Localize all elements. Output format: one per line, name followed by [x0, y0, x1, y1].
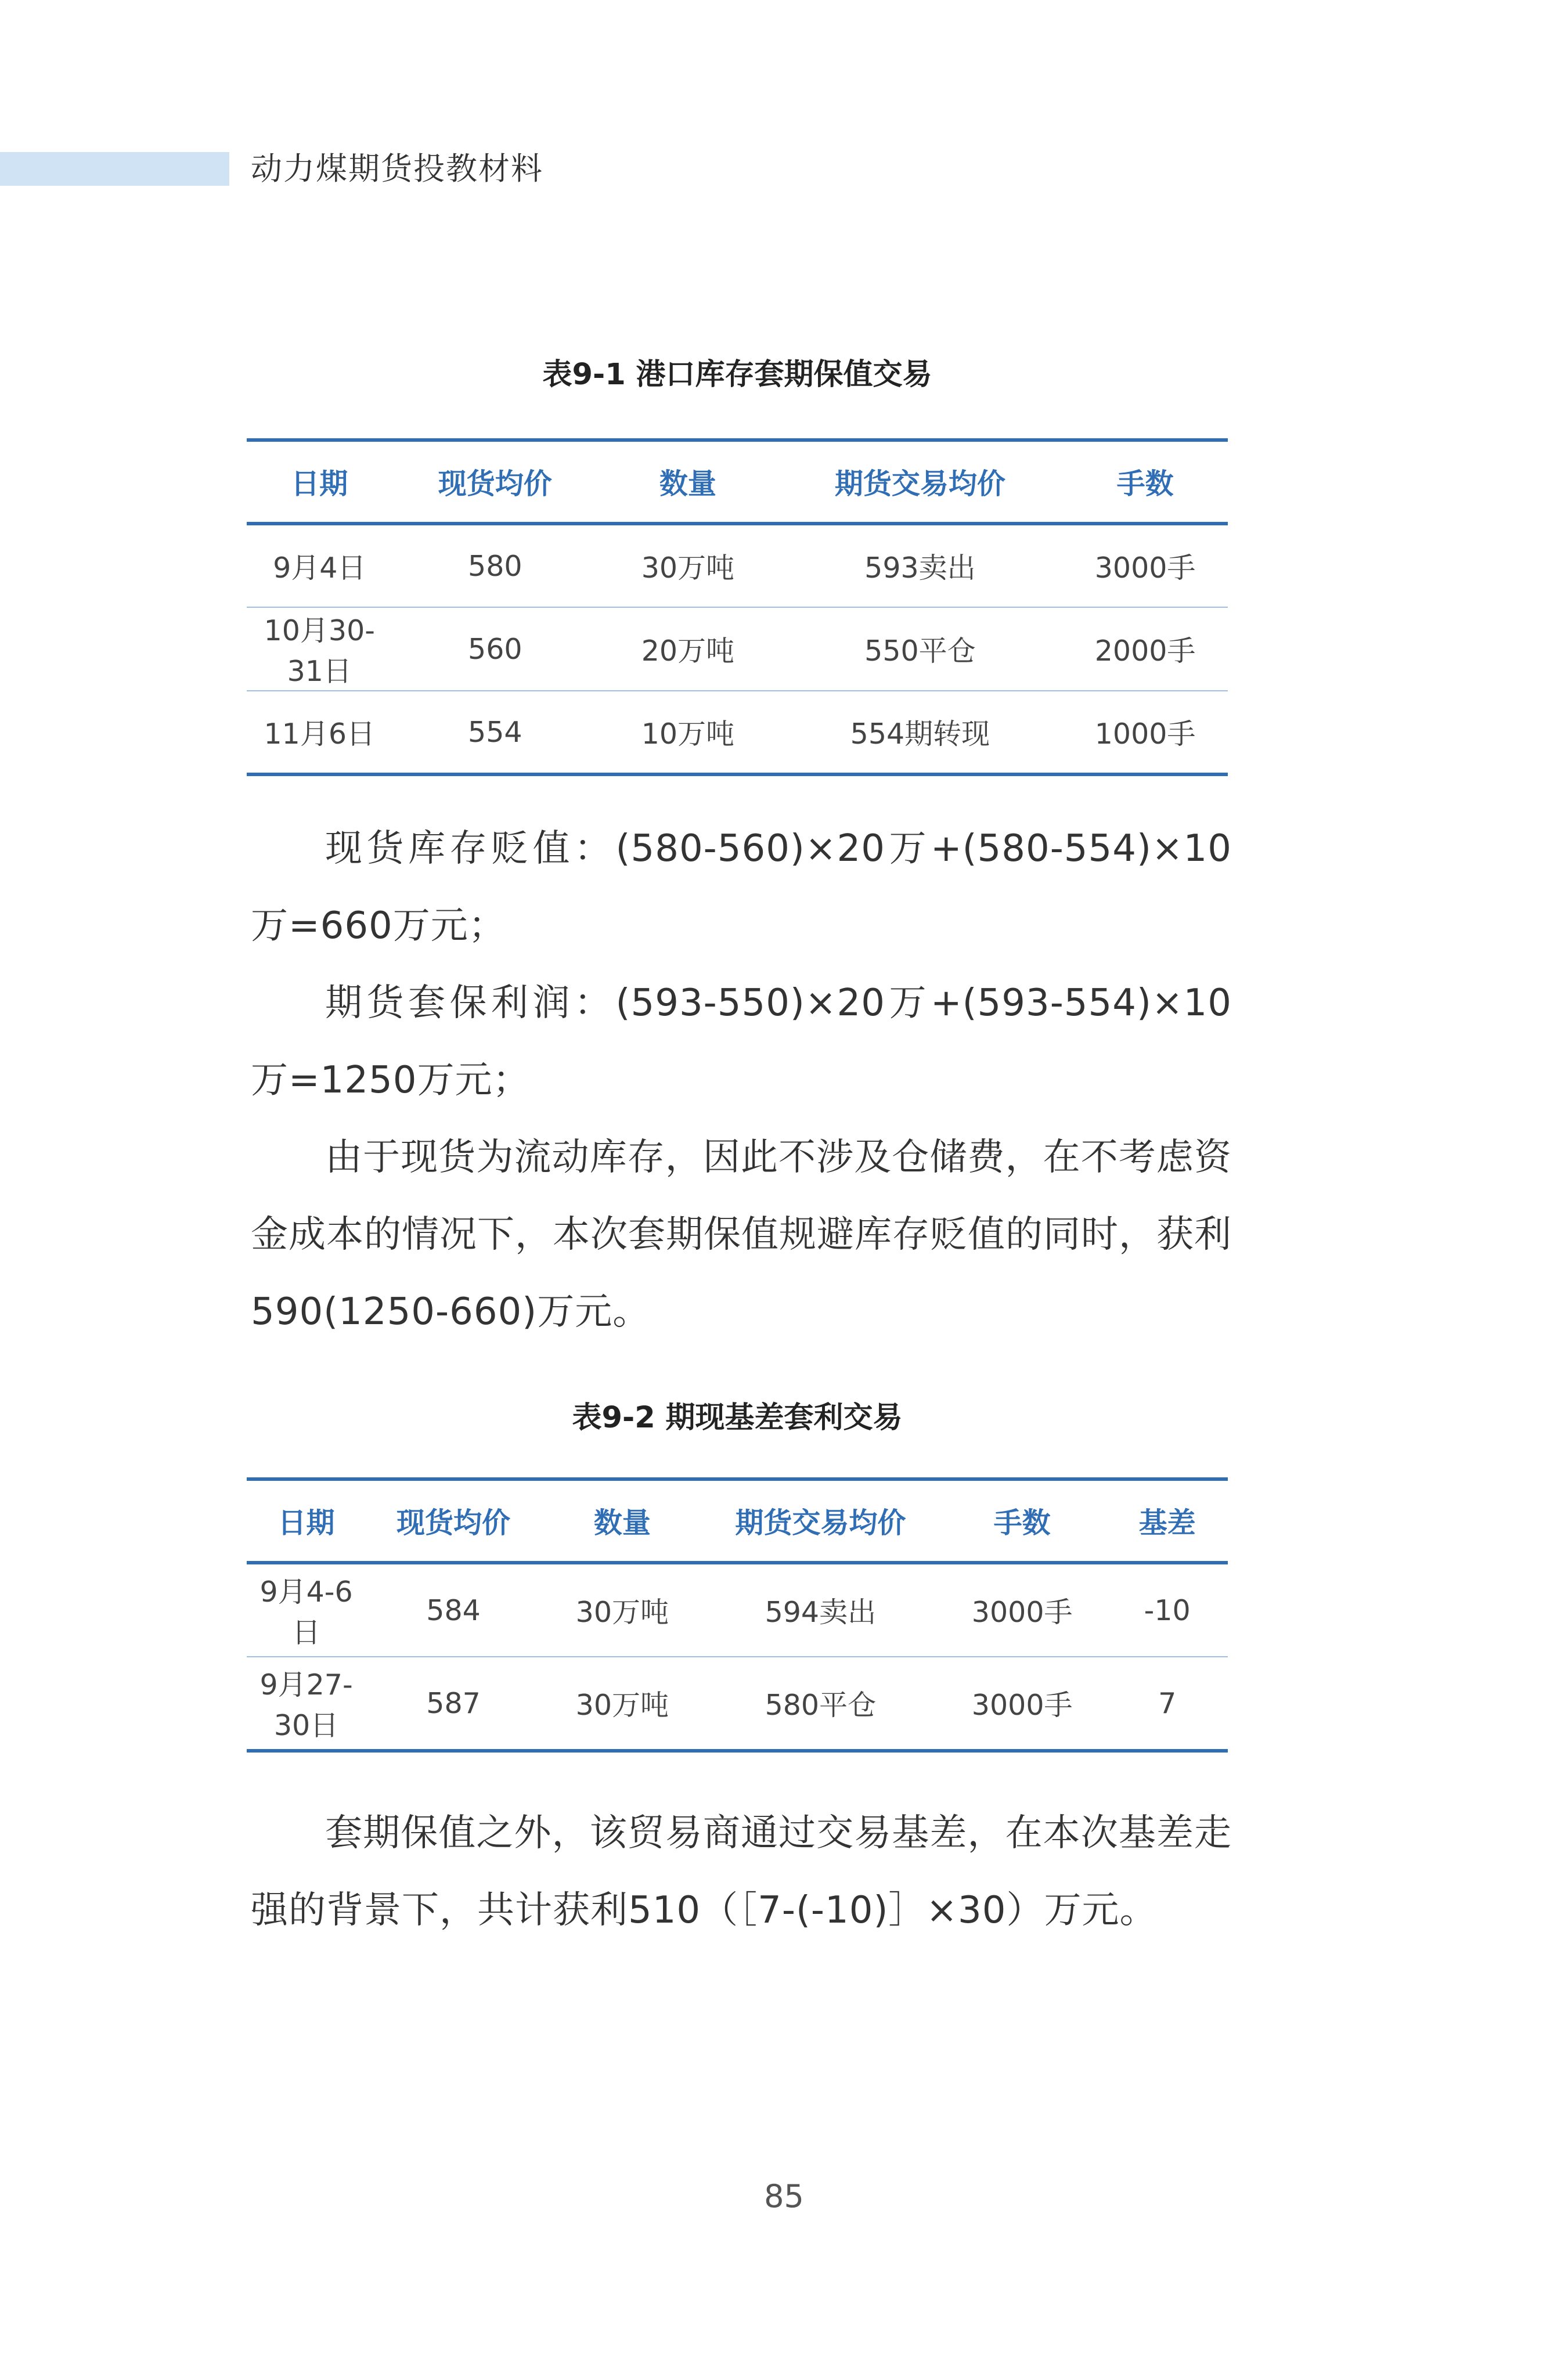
column-header-quantity: 数量: [541, 1479, 704, 1563]
table-cell: 3000手: [938, 1657, 1106, 1751]
table-port-inventory-hedging: [247, 438, 1228, 776]
paragraph-spot-depreciation: 现货库存贬值：(580-560)×20万+(580-554)×10万=660万元；: [251, 827, 1232, 947]
table-cell: 594卖出: [704, 1563, 938, 1657]
table-cell: 1000手: [1062, 691, 1228, 774]
table-cell: 2000手: [1062, 607, 1228, 691]
table-cell: 9月27-30日: [247, 1657, 366, 1751]
column-header-date: 日期: [247, 1479, 366, 1563]
table-row: [247, 607, 1228, 691]
column-header-date: 日期: [247, 440, 392, 524]
page-number: 85: [764, 2178, 804, 2215]
table2-caption: 表9-2 期现基差套利交易: [572, 1401, 903, 1435]
table-cell: 9月4日: [247, 524, 392, 607]
column-header-basis: 基差: [1106, 1479, 1228, 1563]
table-cell: 7: [1106, 1657, 1228, 1751]
table-cell: 20万吨: [598, 607, 778, 691]
table-cell: 3000手: [1062, 524, 1228, 607]
table-cell: -10: [1106, 1563, 1228, 1657]
column-header-spot-price: 现货均价: [366, 1479, 541, 1563]
paragraph-basis-profit: 套期保值之外，该贸易商通过交易基差，在本次基差走强的背景下，共计获利510（［7-(-10)］×30）万元。: [251, 1812, 1232, 1932]
table-header-row: [247, 440, 1228, 524]
table-cell: 580: [392, 524, 599, 607]
column-header-futures-price: 期货交易均价: [704, 1479, 938, 1563]
table-row: [247, 524, 1228, 607]
running-header-title: 动力煤期货投教材料: [251, 150, 543, 187]
table-cell: 560: [392, 607, 599, 691]
column-header-quantity: 数量: [598, 440, 778, 524]
table-row: [247, 691, 1228, 774]
table-cell: 550平仓: [778, 607, 1062, 691]
table-cell: 584: [366, 1563, 541, 1657]
header-accent-bar: [0, 152, 229, 186]
table-cell: 554期转现: [778, 691, 1062, 774]
table-cell: 3000手: [938, 1563, 1106, 1657]
column-header-lots: 手数: [1062, 440, 1228, 524]
table-cell: 580平仓: [704, 1657, 938, 1751]
paragraph-hedge-summary: 由于现货为流动库存，因此不涉及仓储费，在不考虑资金成本的情况下，本次套期保值规避库存贬值的同时，获利590(1250-660)万元。: [251, 1136, 1232, 1333]
table-row: [247, 1657, 1228, 1751]
column-header-spot-price: 现货均价: [392, 440, 599, 524]
table-cell: 11月6日: [247, 691, 392, 774]
table-cell: 587: [366, 1657, 541, 1751]
table-cell: 30万吨: [598, 524, 778, 607]
table-row: [247, 1563, 1228, 1657]
table-cell: 10月30-31日: [247, 607, 392, 691]
table-header-row: [247, 1479, 1228, 1563]
table-cell: 554: [392, 691, 599, 774]
paragraph-hedge-profit: 期货套保利润：(593-550)×20万+(593-554)×10万=1250万元；: [251, 982, 1232, 1102]
table-cell: 9月4-6日: [247, 1563, 366, 1657]
table-cell: 593卖出: [778, 524, 1062, 607]
table1-caption: 表9-1 港口库存套期保值交易: [542, 358, 932, 392]
table-cell: 10万吨: [598, 691, 778, 774]
table-basis-arbitrage: [247, 1477, 1228, 1753]
column-header-futures-price: 期货交易均价: [778, 440, 1062, 524]
table-cell: 30万吨: [541, 1563, 704, 1657]
table-cell: 30万吨: [541, 1657, 704, 1751]
column-header-lots: 手数: [938, 1479, 1106, 1563]
